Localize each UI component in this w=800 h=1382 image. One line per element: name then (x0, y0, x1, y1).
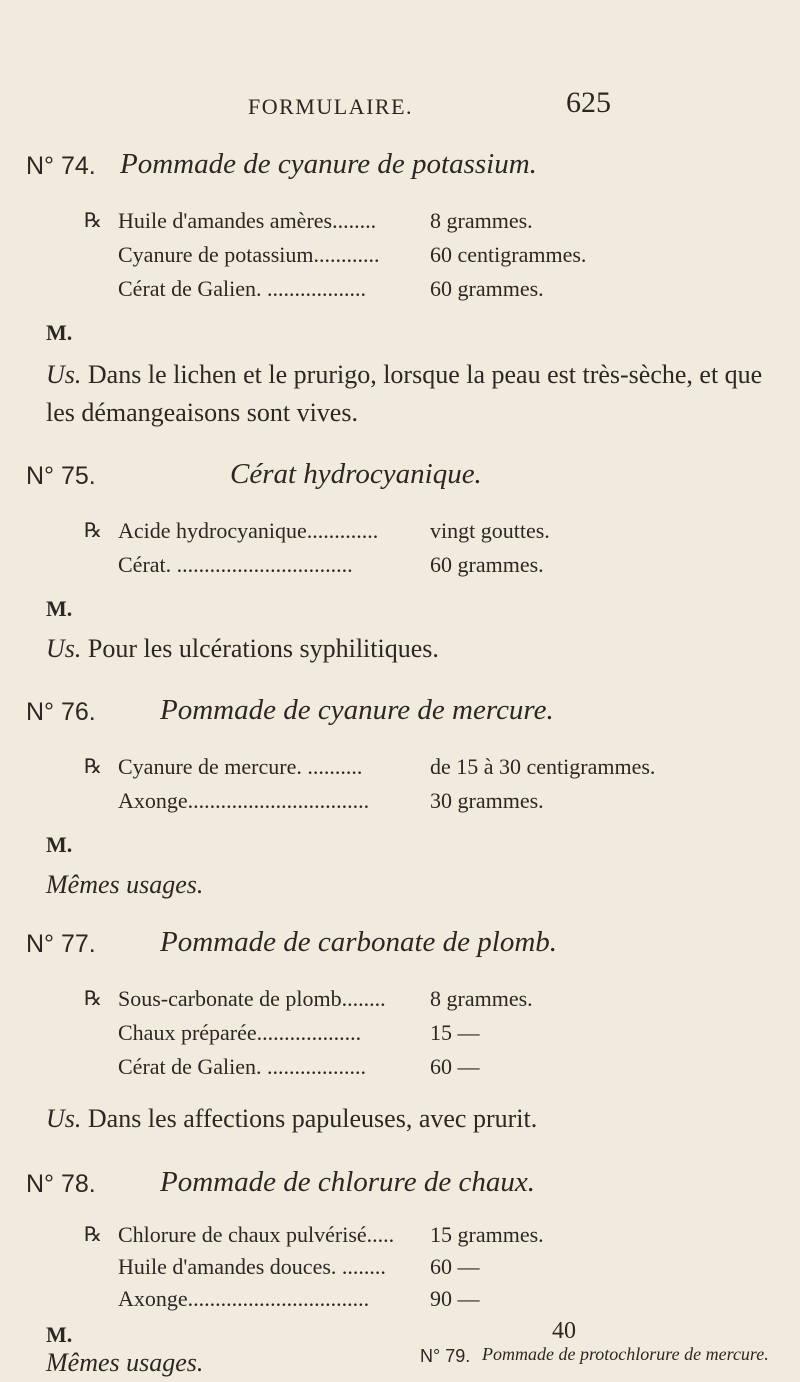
ingredient-line (84, 208, 784, 238)
recipe-symbol: ℞ (84, 520, 102, 542)
ingredient-line (84, 986, 784, 1016)
ingredient-name: Cérat de Galien. .................. (118, 276, 367, 301)
ingredient-quantity: de 15 à 30 centigrammes. (430, 754, 656, 779)
misce-fiat: M. (46, 320, 73, 345)
ingredient-name: Cérat. ................................ (118, 552, 353, 577)
ingredient-line (84, 1254, 784, 1284)
ingredient-name: Axonge................................. (118, 1286, 370, 1311)
ingredient-quantity: 60 — (430, 1054, 480, 1079)
ingredient-line (84, 242, 784, 272)
recipe-symbol: ℞ (84, 210, 102, 232)
ingredient-quantity: 30 grammes. (430, 788, 544, 813)
usage-label: Us. (46, 634, 82, 663)
entry-title: Pommade de chlorure de chaux. (160, 1166, 536, 1198)
ingredient-quantity: 90 — (430, 1286, 480, 1311)
ingredient-name: Chlorure de chaux pulvérisé..... (118, 1222, 395, 1247)
usage-note (46, 356, 776, 432)
ingredient-quantity: 60 grammes. (430, 552, 544, 577)
ingredient-quantity: 60 grammes. (430, 276, 544, 301)
ingredient-name: Cyanure de mercure. .......... (118, 754, 363, 779)
ingredient-quantity: 8 grammes. (430, 208, 533, 233)
signature-mark: 40 (552, 1318, 576, 1344)
entry-title: Pommade de carbonate de plomb. (160, 926, 558, 958)
ingredient-line (84, 276, 784, 306)
usage-text: Dans les affections papuleuses, avec prurit. (87, 1104, 538, 1133)
misce-fiat: M. (46, 596, 73, 621)
ingredient-line (84, 518, 784, 548)
misce-fiat: M. (46, 1322, 73, 1347)
recipe-symbol: ℞ (84, 1224, 102, 1246)
usage-note (46, 1100, 776, 1138)
ingredient-name: Cyanure de potassium............ (118, 242, 380, 267)
usage-note (46, 866, 776, 904)
entry-title: Cérat hydrocyanique. (230, 458, 482, 490)
ingredient-quantity: 15 — (430, 1020, 480, 1045)
ingredient-line (84, 1286, 784, 1316)
recipe-symbol: ℞ (84, 988, 102, 1010)
entry-number: N° 75. (26, 462, 96, 490)
ingredient-line (84, 1020, 784, 1050)
header-title: FORMULAIRE. (248, 94, 414, 119)
usage-text: Mêmes usages. (46, 1348, 204, 1377)
usage-label: Us. (46, 1104, 82, 1133)
ingredient-quantity: vingt gouttes. (430, 518, 550, 543)
ingredient-line (84, 754, 784, 784)
entry-title: Pommade de cyanure de mercure. (160, 694, 554, 726)
ingredient-quantity: 60 centigrammes. (430, 242, 587, 267)
entry-number: N° 74. (26, 152, 96, 180)
entry-title: Pommade de cyanure de potassium. (120, 148, 537, 180)
usage-label: Us. (46, 360, 82, 389)
ingredient-name: Sous-carbonate de plomb........ (118, 986, 386, 1011)
entry-title: Pommade de protochlorure de mercure. (482, 1344, 769, 1364)
usage-text: Dans le lichen et le prurigo, lorsque la peau est très-sèche, et que les démangeaisons sont vives. (46, 360, 763, 427)
ingredient-name: Axonge................................. (118, 788, 370, 813)
misce-fiat: M. (46, 832, 73, 857)
usage-text: Mêmes usages. (46, 870, 204, 899)
entry-number: N° 78. (26, 1170, 96, 1198)
ingredient-name: Cérat de Galien. .................. (118, 1054, 367, 1079)
usage-text: Pour les ulcérations syphilitiques. (87, 634, 439, 663)
ingredient-name: Huile d'amandes amères........ (118, 208, 377, 233)
ingredient-line (84, 1054, 784, 1084)
usage-note (46, 630, 776, 668)
ingredient-name: Chaux préparée................... (118, 1020, 362, 1045)
running-header (0, 86, 800, 126)
ingredient-name: Huile d'amandes douces. ........ (118, 1254, 386, 1279)
entry-number: N° 79. (420, 1346, 471, 1366)
ingredient-line (84, 552, 784, 582)
page-number: 625 (566, 86, 611, 119)
recipe-symbol: ℞ (84, 756, 102, 778)
ingredient-name: Acide hydrocyanique............. (118, 518, 379, 543)
ingredient-line (84, 788, 784, 818)
ingredient-quantity: 8 grammes. (430, 986, 533, 1011)
entry-number: N° 76. (26, 698, 96, 726)
ingredient-quantity: 60 — (430, 1254, 480, 1279)
ingredient-line (84, 1222, 784, 1252)
ingredient-quantity: 15 grammes. (430, 1222, 544, 1247)
entry-number: N° 77. (26, 930, 96, 958)
usage-note (46, 1344, 406, 1382)
